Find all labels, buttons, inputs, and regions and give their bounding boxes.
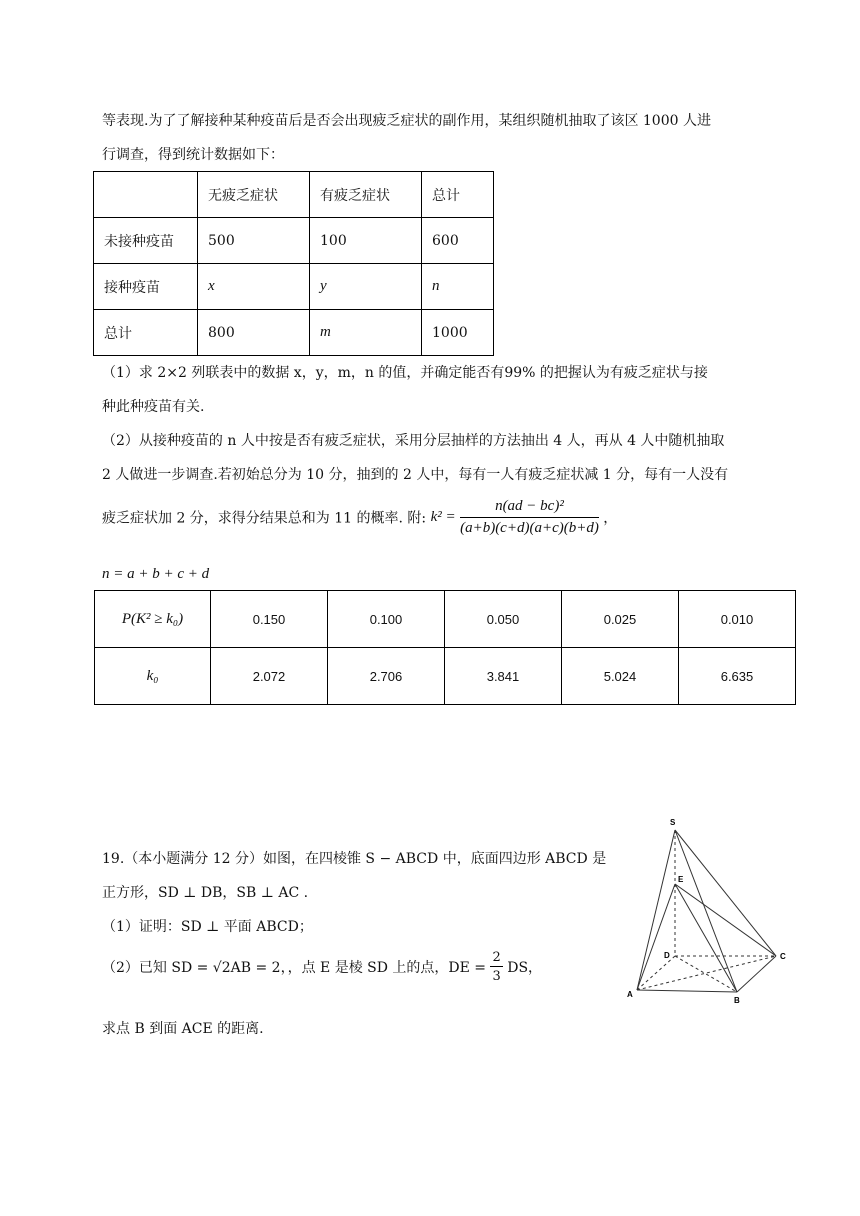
edge-sa [637, 830, 675, 990]
q19-line-4 [102, 950, 542, 984]
table-cell: 500 [198, 218, 310, 264]
label-s: S [670, 818, 676, 827]
table-cell: 600 [422, 218, 494, 264]
q19-line-1: 19.（本小题满分 12 分）如图，在四棱锥 S − ABCD 中，底面四边形 ABCD 是 [102, 851, 607, 867]
table-cell: 0.025 [562, 591, 679, 648]
q19-line-4b: DS， [507, 960, 543, 976]
contingency-table [93, 171, 494, 356]
edge-ec [675, 884, 776, 956]
table-row-label: k₀ [95, 648, 211, 705]
q2-line-3-text: 疲乏症状加 2 分，求得分结果总和为 11 的概率. 附: [102, 510, 427, 527]
intro-line-1: 等表现.为了了解接种某种疫苗后是否会出现疲乏症状的副作用，某组织随机抽取了该区 1000 人进 [102, 113, 711, 129]
edge-sb [675, 830, 737, 992]
edge-ac-hidden [637, 956, 776, 990]
q19-line-2: 正方形，SD ⊥ DB，SB ⊥ AC . [102, 885, 309, 901]
edge-db-hidden [675, 956, 737, 992]
pyramid-figure [620, 812, 800, 1012]
formula-tail: ， [603, 510, 618, 527]
critical-value-table [94, 590, 796, 705]
table-cell: 5.024 [562, 648, 679, 705]
label-b: B [734, 996, 740, 1005]
de-fraction [490, 950, 502, 984]
q19-line-5: 求点 B 到面 ACE 的距离. [102, 1021, 264, 1037]
formula-n: n = a + b + c + d [102, 566, 210, 582]
table-header: 有疲乏症状 [310, 172, 422, 218]
q2-line-2: 2 人做进一步调查.若初始总分为 10 分，抽到的 2 人中，每有一人有疲乏症状减 1 分，每有一人没有 [102, 467, 729, 483]
table-cell [94, 172, 198, 218]
table-cell: 1000 [422, 310, 494, 356]
table-cell: 2.072 [211, 648, 328, 705]
table-cell: 3.841 [445, 648, 562, 705]
table-cell: 0.050 [445, 591, 562, 648]
q1-line-2: 种此种疫苗有关. [102, 399, 205, 415]
table-cell: 6.635 [679, 648, 796, 705]
intro-line-2: 行调查，得到统计数据如下： [102, 147, 284, 163]
table-cell: 800 [198, 310, 310, 356]
table-row [94, 218, 494, 264]
de-fraction-numerator: 2 [492, 950, 501, 965]
de-fraction-denominator: 3 [492, 969, 501, 984]
edge-bc [737, 956, 776, 992]
table-cell: 100 [310, 218, 422, 264]
edge-ea [637, 884, 675, 990]
table-cell: 0.100 [328, 591, 445, 648]
formula-denominator: (a+b)(c+d)(a+c)(b+d) [460, 520, 599, 536]
edge-ab [637, 990, 737, 992]
label-a: A [627, 990, 633, 999]
q1-line-1: （1）求 2×2 列联表中的数据 x，y，m，n 的值，并确定能否有99% 的把握认为有疲乏症状与接 [102, 365, 708, 381]
edge-eb [675, 884, 737, 992]
table-row [95, 591, 796, 648]
table-cell: n [422, 264, 494, 310]
table-cell: 未接种疫苗 [94, 218, 198, 264]
table-cell: 2.706 [328, 648, 445, 705]
table-cell: 接种疫苗 [94, 264, 198, 310]
q2-line-1: （2）从接种疫苗的 n 人中按是否有疲乏症状，采用分层抽样的方法抽出 4 人，再从 4 人中随机抽取 [102, 433, 725, 449]
table-row [94, 310, 494, 356]
formula-lhs: k² = [430, 509, 456, 525]
table-cell: y [310, 264, 422, 310]
q19-line-4a: （2）已知 SD = √2AB = 2，，点 E 是棱 SD 上的点，DE = [102, 960, 487, 976]
label-d: D [664, 951, 670, 960]
edge-sc [675, 830, 776, 956]
q19-line-3: （1）证明：SD ⊥ 平面 ABCD； [102, 919, 313, 935]
table-row-label: P(K² ≥ k₀) [95, 591, 211, 648]
table-cell: 0.150 [211, 591, 328, 648]
table-row [94, 172, 494, 218]
q2-line-3 [102, 498, 617, 537]
label-c: C [780, 952, 786, 961]
table-row [94, 264, 494, 310]
table-header: 无疲乏症状 [198, 172, 310, 218]
label-e: E [678, 875, 684, 884]
table-cell: 总计 [94, 310, 198, 356]
table-row [95, 648, 796, 705]
table-cell: x [198, 264, 310, 310]
formula-fraction [460, 498, 599, 537]
table-cell: m [310, 310, 422, 356]
table-cell: 0.010 [679, 591, 796, 648]
table-header: 总计 [422, 172, 494, 218]
formula-numerator: n(ad − bc)² [460, 498, 599, 518]
